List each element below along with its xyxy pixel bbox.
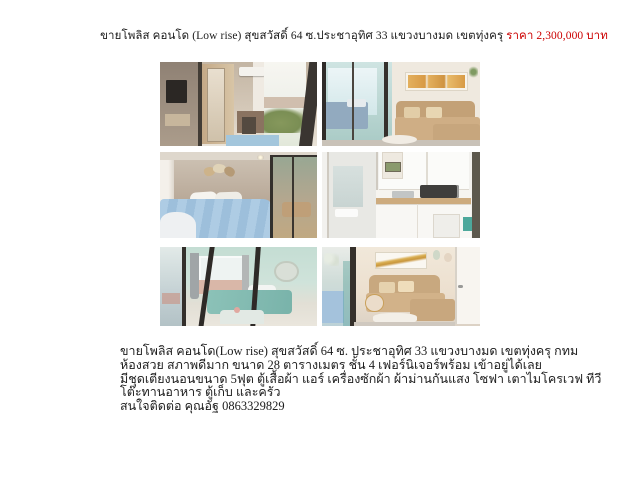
cushion-shape [404,107,420,118]
wall-decor-shape [223,166,237,178]
blanket-shape [160,212,196,238]
sink-shape [335,209,359,218]
wardrobe-mirror-shape [207,68,225,142]
listing-photo-6 [322,247,480,326]
listing-price: ราคา 2,300,000 บาท [506,30,608,42]
glass-frame-shape [292,155,294,238]
side-table-shape [220,310,264,323]
microwave-shape [420,185,460,199]
listing-title [0,27,640,45]
greenery-shape [264,108,306,133]
ac-unit-shape [239,67,266,76]
description-line: ห้องสวย สภาพดีมาก ขนาด 28 ตารางเมตร ชั้น 4 เฟอร์นิเจอร์พร้อม เข้าอยู่ได้เลย [120,357,542,372]
teal-glass-edge-shape [343,261,351,326]
listing-photo-2 [322,62,480,146]
cushion-shape [398,281,414,292]
artwork-shape [376,253,427,268]
wall-edge-shape [472,152,480,238]
sofa-chaise-shape [410,299,454,321]
building-view-shape [162,293,181,304]
door-handle-shape [458,285,463,288]
wall-decor-shape [433,250,441,259]
description-line contact-line: สนใจติดต่อ คุณอัฐ 0863329829 [120,399,285,414]
wall-shape [160,62,201,146]
listing-title-text: ขายโพลิส คอนโด (Low rise) สุขสวัสดิ์ 64 ซ.ประชาอุทิศ 33 แขวงบางมด เขตทุ่งครุ [100,30,504,42]
listing-photo-1 [160,62,317,146]
listing-description [120,344,602,414]
bathroom-mirror-shape [333,166,363,207]
chair-shape [242,117,256,134]
glass-frame-shape [350,247,356,326]
listing-photo-4 [322,152,480,238]
floor-shape [354,322,455,326]
plant-box-shape [385,162,401,172]
glass-frame-shape [182,247,186,326]
cabinet-shape [165,114,190,126]
cabinet-divider-shape [417,204,419,238]
plant-shape [469,65,478,78]
mini-fridge-shape [433,214,460,238]
glass-frame-shape [322,62,326,140]
listing-photo-3 [160,152,317,238]
description-line: โต๊ะทานอาหาร ตู้เก็บ และครัว [120,385,281,400]
dish-rack-shape [392,191,414,199]
artwork-shape [406,73,467,90]
tv-shape [166,80,186,103]
downlight-shape [257,155,263,160]
glass-frame-shape [384,62,389,140]
cushion-shape [426,107,442,118]
wall-decor-shape [444,253,452,262]
bed-corner-shape [226,135,279,146]
teal-accent-shape [463,217,472,231]
pillow-shape [347,99,366,107]
glass-frame-shape [352,62,354,140]
building-view-shape [264,97,306,108]
sofa-through-glass-shape [282,202,310,217]
description-line: มีชุดเตียงนอนขนาด 5ฟุต ตู้เสื้อผ้า แอร์ เครื่องซักผ้า ผ้าม่านกันแสง โซฟา เตาไมโครเวฟ ทีวี [120,371,602,386]
bed-through-glass-shape [322,291,344,323]
curtain-shape [190,253,199,299]
description-line: ขายโพลิส คอนโด(Low rise) สุขสวัสดิ์ 64 ซ. ประชาอุทิศ 33 แขวงบางมด เขตทุ่งครุ กทม [120,344,579,358]
wall-decor-shape [324,253,340,266]
cushion-shape [379,282,395,293]
listing-photo-5 [160,247,317,326]
wall-decor-shape [276,263,296,280]
side-table-shape [365,294,384,312]
